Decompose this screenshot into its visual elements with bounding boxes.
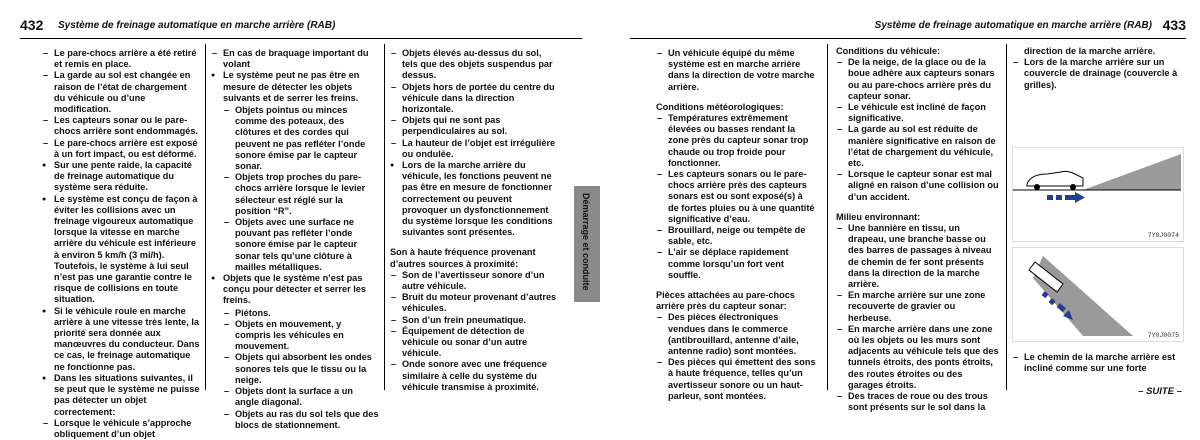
list-item: – Le chemin de la marche arrière est incliné comme sur une forte (1012, 352, 1180, 374)
list-item: – Températures extrêmement élevées ou basses rendant la zone près du capteur sonar trop chaude ou trop froide pour fonctionner. (656, 113, 816, 169)
list-item: – Objets en mouvement, y compris les véhicules en mouvement. (223, 319, 379, 353)
sub-list (223, 105, 379, 273)
list-item: – La garde au sol est changée en raison de l’état de chargement du véhicule ou d’une modification. (42, 70, 200, 115)
left-col1 (42, 48, 200, 440)
sub-list (223, 308, 379, 431)
list-item: – La hauteur de l’objet est irrégulière ou ondulée. (390, 138, 558, 160)
slope-shape (1083, 154, 1181, 190)
continued-marker: – SUITE – (1138, 386, 1182, 397)
list-item: – Objets dont la surface a un angle diagonal. (223, 386, 379, 408)
list-item: – Lorsque le véhicule s’approche obliquement d’un objet (42, 418, 200, 440)
right-col2 (836, 46, 1000, 414)
list-item: – Bruit du moteur provenant d’autres véhicules. (390, 292, 558, 314)
list-item: – Des pièces électroniques vendues dans le commerce (antibrouillard, antenne d’aile, antenne radio) sont montées. (656, 312, 816, 357)
list-item: – Le pare-chocs arrière est exposé à un fort impact, ou est déformé. (42, 138, 200, 160)
bullet-item: ● Le système est conçu de façon à éviter les collisions avec un freinage vigoureux automatique lorsque la vitesse en marche arrière du véhicule est inférieure à environ 5 km/h (3 mi/h). Toutefois, le système à lui seul n’est pas une garantie contre le risque de collisions en toute situation. (42, 194, 200, 306)
list-item: – Objets au ras du sol tels que des blocs de stationnement. (223, 409, 379, 431)
section-heading: Conditions du véhicule: (836, 46, 941, 56)
section-heading: Milieu environnant: (836, 211, 921, 222)
figure-code: 7Y0J0075 (1147, 332, 1179, 339)
bullet-text: ● Le système peut ne pas être en mesure de détecter les objets suivants et de serrer les freins. (223, 70, 360, 103)
list-item: – Objets élevés au-dessus du sol, tels que des objets suspendus par dessus. (390, 48, 558, 82)
list-item: – Objets trop proches du pare-chocs arrière lorsque le levier sélecteur est réglé sur la position “R”. (223, 172, 379, 217)
list-item: – De la neige, de la glace ou de la boue adhère aux capteurs sonars ou au pare-chocs arrière près du capteur sonar. (836, 57, 1000, 102)
figure-drain-cover (1012, 147, 1184, 242)
list-item: – Brouillard, neige ou tempête de sable, etc. (656, 225, 816, 247)
incline-shape (1033, 256, 1133, 336)
weather-list (656, 113, 816, 281)
left-col3-lead-list (390, 48, 558, 160)
list-item: – Équipement de détection de véhicule ou sonar d’un autre véhicule. (390, 326, 558, 360)
left-col3 (390, 48, 558, 393)
continued-text: direction de la marche arrière. (1024, 46, 1156, 56)
list-item: – Son d’un frein pneumatique. (390, 315, 558, 326)
vehicle-list (836, 57, 1000, 203)
right-col3-bottom (1012, 352, 1180, 374)
list-item: – Lorsque le capteur sonar est mal aligné en raison d’une collision ou d’un accident. (836, 169, 1000, 203)
column-divider (827, 44, 828, 390)
bullet-item: ● Sur une pente raide, la capacité de freinage automatique du système sera réduite. (42, 160, 200, 194)
page-title: Système de freinage automatique en marche arrière (RAB) (874, 20, 1152, 31)
list-item: – Le véhicule est incliné de façon significative. (836, 102, 1000, 124)
list-item: – Un véhicule équipé du même système est en marche arrière dans la direction de votre marche arrière. (656, 48, 816, 93)
bullet-item: ● Lors de la marche arrière du véhicule, les fonctions peuvent ne pas être en mesure de fonctionner correctement ou peuvent provoquer un dysfonctionnement du système lorsque les conditions suivantes sont présentes. (390, 160, 558, 238)
section-tab-label: Démarrage et conduite (581, 193, 591, 291)
bullet-item: ● Si le véhicule roule en marche arrière à une vitesse très lente, la priorité sera donnée aux manœuvres du conducteur. Dans ce cas, le freinage automatique ne fonctionne pas. (42, 306, 200, 373)
list-item: – L’air se déplace rapidement comme lorsqu’un fort vent souffle. (656, 247, 816, 281)
bullet-text: ● Objets que le système n’est pas conçu pour détecter et serrer les freins. (223, 273, 366, 306)
incline-illustration (1013, 248, 1183, 341)
list-item: – Objets qui absorbent les ondes sonores tels que le tissu ou la neige. (223, 352, 379, 386)
section-heading: Pièces attachées au pare-chocs arrière près du capteur sonar: (656, 290, 795, 312)
list-item: – Lors de la marche arrière sur un couvercle de drainage (couvercle à grilles). (1012, 57, 1180, 91)
parts-list (656, 312, 816, 402)
left-col2 (211, 48, 379, 431)
header-rule (630, 38, 1186, 39)
figure-incline (1012, 247, 1184, 342)
list-item: – Des pièces qui émettent des sons à haute fréquence, telles qu’un avertisseur sonore ou un haut-parleur, sont montées. (656, 357, 816, 402)
bullet-item (211, 70, 379, 273)
list-item: – Objets pointus ou minces comme des poteaux, des clôtures et des cordes qui peuvent ne pas refléter l’onde sonore émise par le capteur sonar. (223, 105, 379, 172)
paragraph-heading: Son à haute fréquence provenant d’autres sources à proximité: (390, 247, 536, 269)
left-col3-list (390, 270, 558, 393)
wheel-icon (1034, 184, 1040, 190)
bullet-item: ● Dans les situations suivantes, il se peut que le système ne puisse pas détecter un objet correctement: (42, 373, 200, 418)
list-item: – Son de l’avertisseur sonore d’un autre véhicule. (390, 270, 558, 292)
list-item: – Une bannière en tissu, un drapeau, une branche basse ou des barres de passages à niveau de chemin de fer sont présents dans la direction de la marche arrière. (836, 223, 1000, 290)
header-rule (20, 38, 582, 39)
list-item: – Piétons. (223, 308, 379, 319)
list-item: – Objets qui ne sont pas perpendiculaires au sol. (390, 115, 558, 137)
left-page (0, 0, 600, 439)
page-number: 433 (1162, 17, 1186, 33)
section-heading: Conditions météorologiques: (656, 101, 784, 112)
list-item: – Objets avec une surface ne pouvant pas refléter l’onde sonore émise par le capteur sonar tels qu’une clôture à mailles métalliques. (223, 217, 379, 273)
reverse-arrow-icon (1047, 192, 1085, 203)
list-item: – La garde au sol est réduite de manière significative en raison de l’état de chargement du véhicule, etc. (836, 124, 1000, 169)
column-divider (1006, 44, 1007, 390)
list-item: – Onde sonore avec une fréquence similaire à celle du système du véhicule transmise à proximité. (390, 359, 558, 393)
page-number: 432 (20, 17, 44, 33)
bullet-item (211, 273, 379, 431)
car-icon (1027, 171, 1083, 186)
list-item: – Objets hors de portée du centre du véhicule dans la direction horizontale. (390, 82, 558, 116)
list-item: – Des traces de roue ou des trous sont présents sur le sol dans la (836, 391, 1000, 413)
right-col3 (1012, 46, 1180, 91)
list-item: – En marche arrière dans une zone où les objets ou les murs sont adjacents au véhicule tels que des tunnels étroits, des ponts étroits, des routes étroites ou des garages étroits. (836, 324, 1000, 391)
wheel-icon (1070, 184, 1076, 190)
list-item: – Le pare-chocs arrière a été retiré et remis en place. (42, 48, 200, 70)
environment-list (836, 223, 1000, 413)
figure-code: 7Y0J0074 (1147, 232, 1179, 239)
left-col1-list (42, 48, 200, 440)
list-item: – En marche arrière sur une zone recouverte de gravier ou herbeuse. (836, 290, 1000, 324)
column-divider (205, 44, 206, 390)
right-page (600, 0, 1200, 413)
list-item: – Les capteurs sonars ou le pare-chocs arrière près des capteurs sonars est ou sont exposé(s) à de fortes pluies ou à une quantité significative d’eau. (656, 169, 816, 225)
slope-illustration (1013, 148, 1183, 241)
right-col1 (656, 48, 816, 402)
column-divider (384, 44, 385, 390)
list-item: – Les capteurs sonar ou le pare-chocs arrière sont endommagés. (42, 115, 200, 137)
page-title: Système de freinage automatique en marche arrière (RAB) (58, 20, 336, 31)
list-item: – En cas de braquage important du volant (211, 48, 379, 70)
